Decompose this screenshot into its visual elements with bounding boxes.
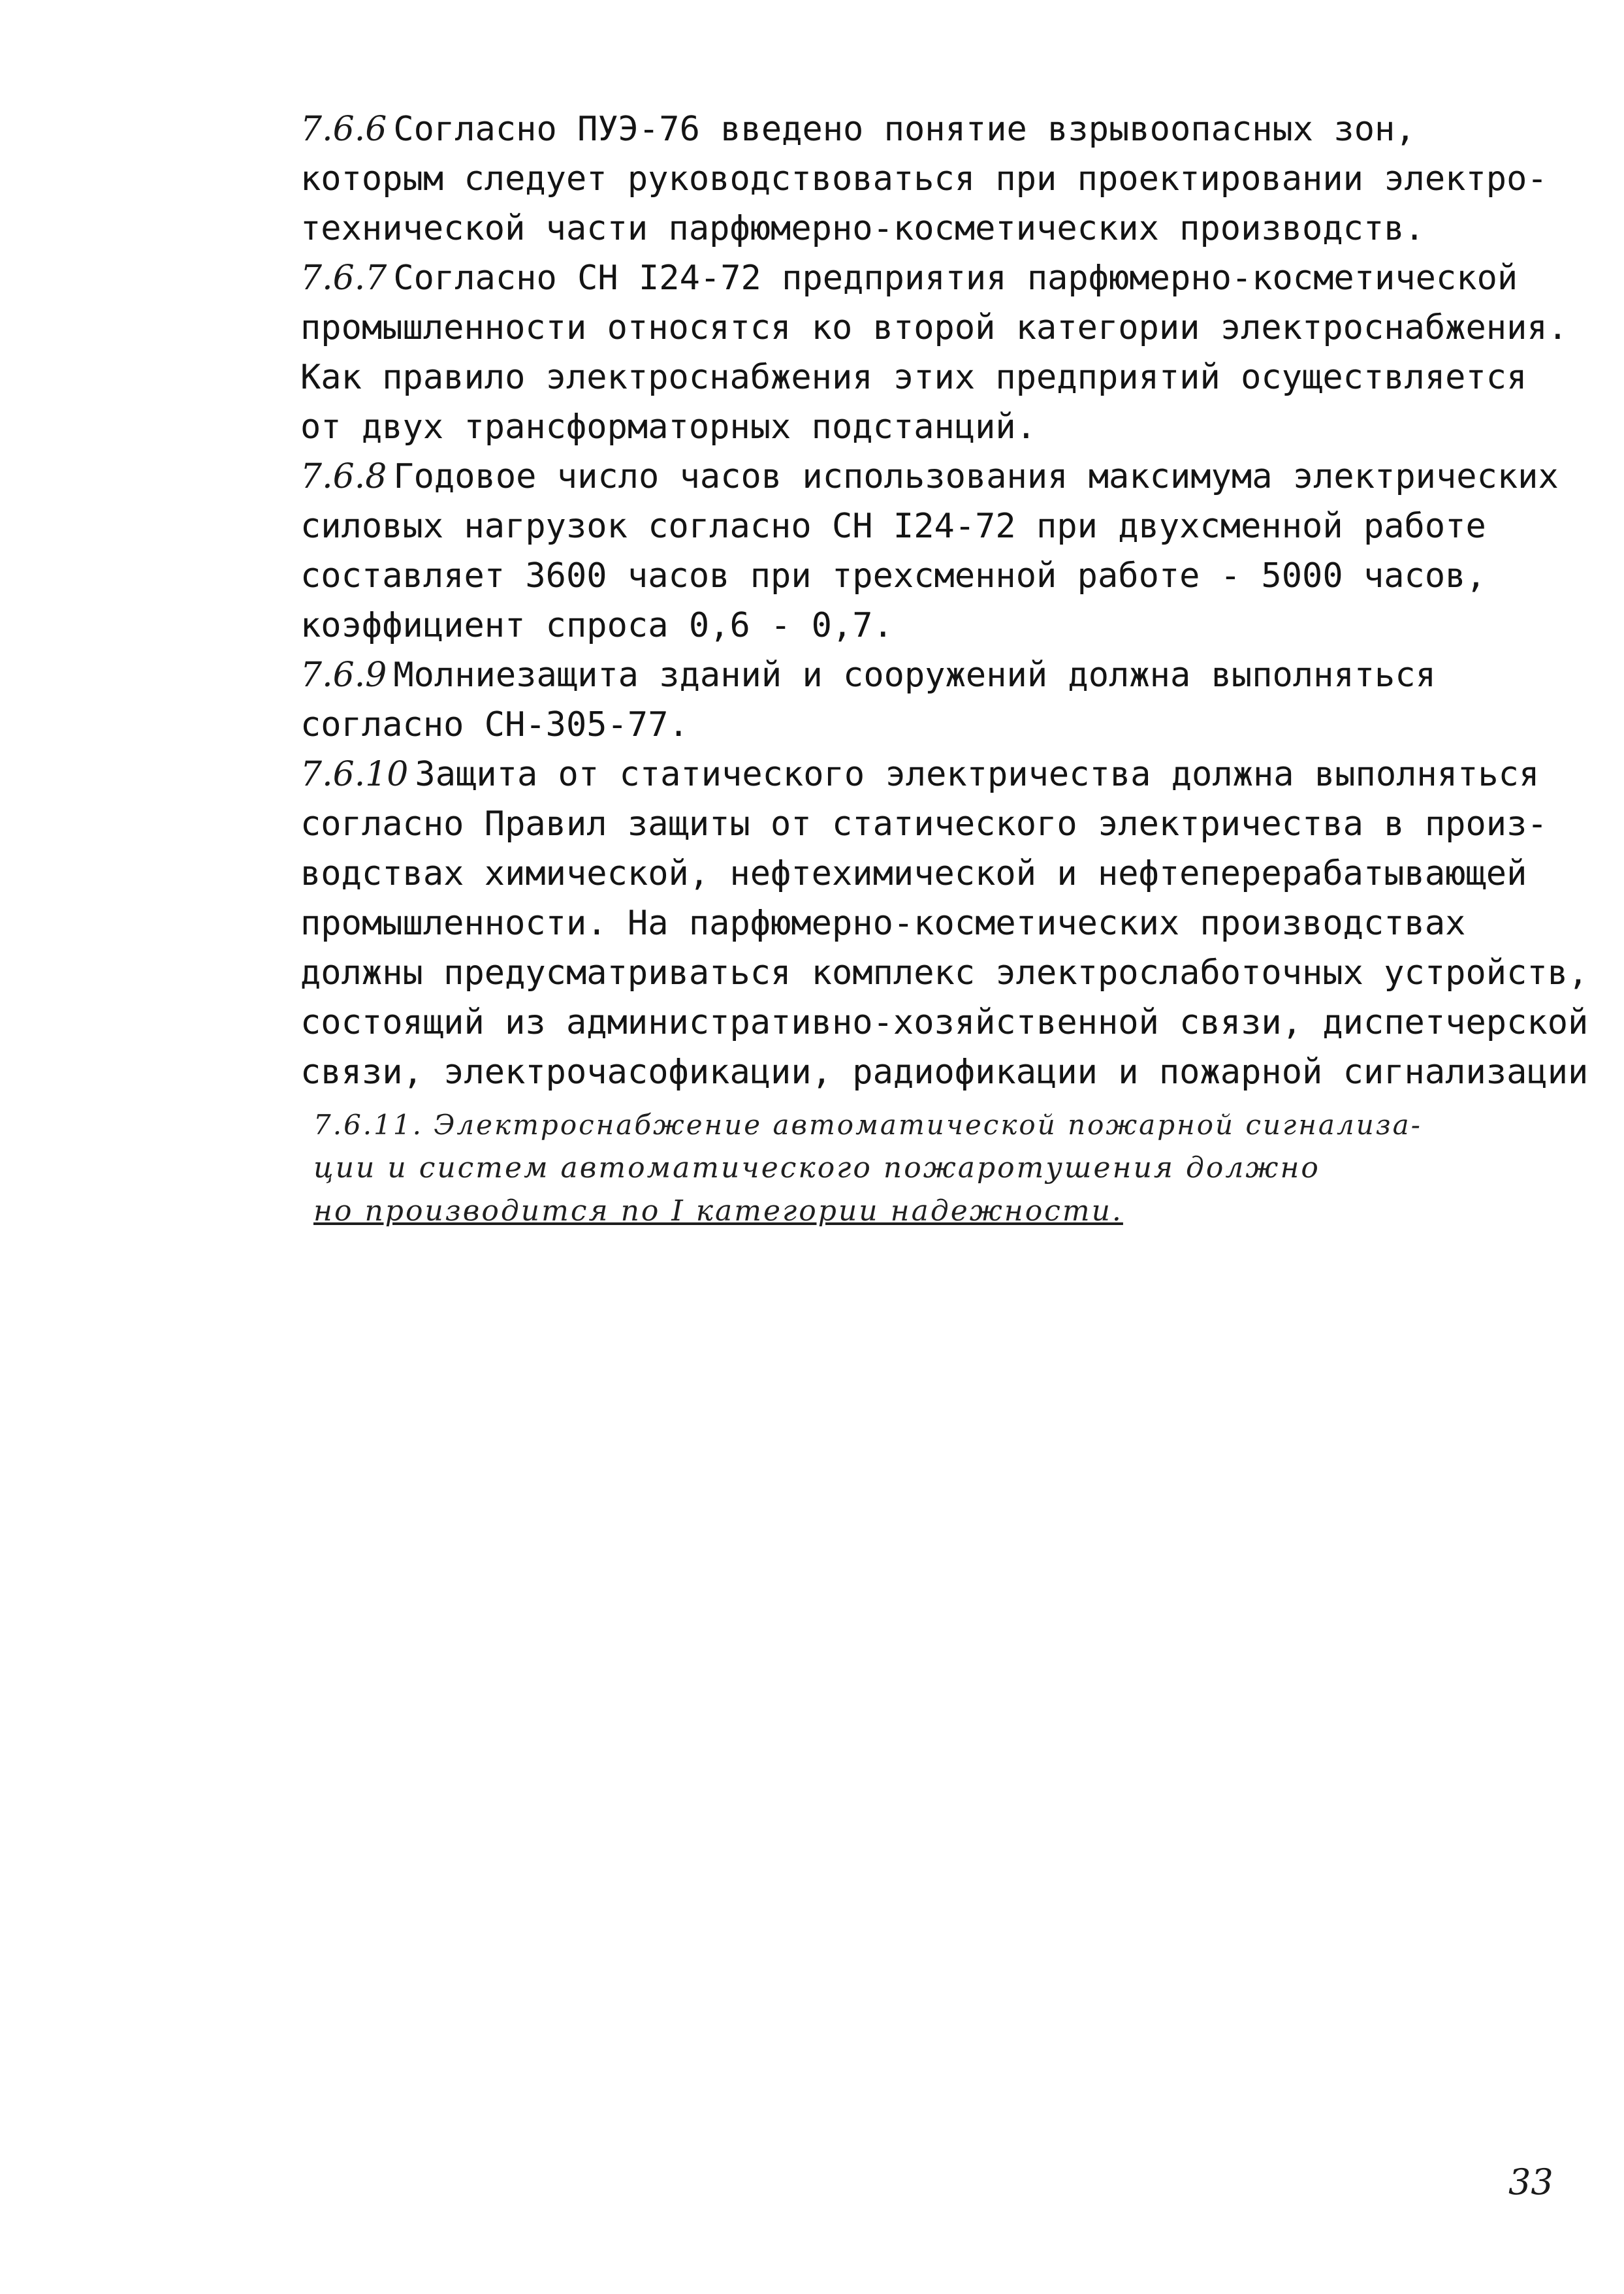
text-line-content: Согласно ПУЭ-76 введено понятие взрывоопасных зон,: [393, 110, 1416, 149]
text-line-content: Защита от статического электричества должна выполняться: [415, 755, 1540, 794]
paragraph-number: 7.6.8: [300, 457, 387, 496]
text-line: состоящий из административно-хозяйственной связи, диспетчерской: [300, 1003, 1589, 1042]
handwritten-note: [313, 1104, 1567, 1233]
text-line: должны предусматриваться комплекс электрослаботочных устройств,: [300, 953, 1589, 993]
text-line: Как правило электроснабжения этих предприятий осуществляется: [300, 358, 1527, 397]
text-line: которым следует руководствоваться при проектировании электро-: [300, 159, 1548, 199]
text-line: согласно СН-305-77.: [300, 705, 689, 744]
paragraph-7-6-9: [300, 650, 1580, 750]
paragraph-number: 7.6.10: [300, 755, 409, 794]
paragraph-7-6-10: [300, 750, 1589, 1097]
text-line: промышленности. На парфюмерно-косметических производствах: [300, 904, 1466, 943]
text-line: составляет 3600 часов при трехсменной работе - 5000 часов,: [300, 556, 1486, 596]
text-line: [300, 750, 1580, 799]
handwritten-line: ции и систем автоматического пожаротушения должно: [313, 1151, 1320, 1185]
text-line: согласно Правил защиты от статического электричества в произ-: [300, 804, 1548, 844]
paragraph-number: 7.6.6: [300, 110, 387, 149]
text-line: коэффициент спроса 0,6 - 0,7.: [300, 606, 893, 645]
text-line: [300, 104, 1580, 154]
handwritten-line: но производится по I категории надежности.: [313, 1194, 1123, 1228]
text-line: [300, 650, 1580, 700]
text-line-content: Молниезащита зданий и сооружений должна выполняться: [393, 656, 1436, 695]
text-line: от двух трансформаторных подстанций.: [300, 407, 1037, 447]
text-line: технической части парфюмерно-косметических производств.: [300, 209, 1425, 248]
paragraph-number: 7.6.9: [300, 656, 387, 695]
text-line: [300, 452, 1580, 502]
text-line: силовых нагрузок согласно СН I24-72 при двухсменной работе: [300, 507, 1486, 546]
paragraph-7-6-8: [300, 452, 1580, 650]
typed-text-block: [300, 104, 1589, 1097]
text-line-content: Согласно СН I24-72 предприятия парфюмерно-косметической: [393, 259, 1518, 298]
page-number: 33: [1508, 2161, 1553, 2203]
paragraph-7-6-7: [300, 253, 1580, 452]
text-line: промышленности относятся ко второй категории электроснабжения.: [300, 308, 1568, 347]
paragraph-number: 7.6.7: [300, 259, 387, 298]
text-line: [300, 253, 1580, 303]
handwritten-line: 7.6.11. Электроснабжение автоматической пожарной сигнализа-: [313, 1109, 1422, 1141]
text-line: связи, электрочасофикации, радиофикации и пожарной сигнализации: [300, 1053, 1589, 1092]
paragraph-7-6-6: [300, 104, 1580, 253]
text-line-content: Годовое число часов использования максимума электрических: [393, 457, 1559, 496]
text-line: водствах химической, нефтехимической и нефтеперерабатывающей: [300, 854, 1527, 893]
